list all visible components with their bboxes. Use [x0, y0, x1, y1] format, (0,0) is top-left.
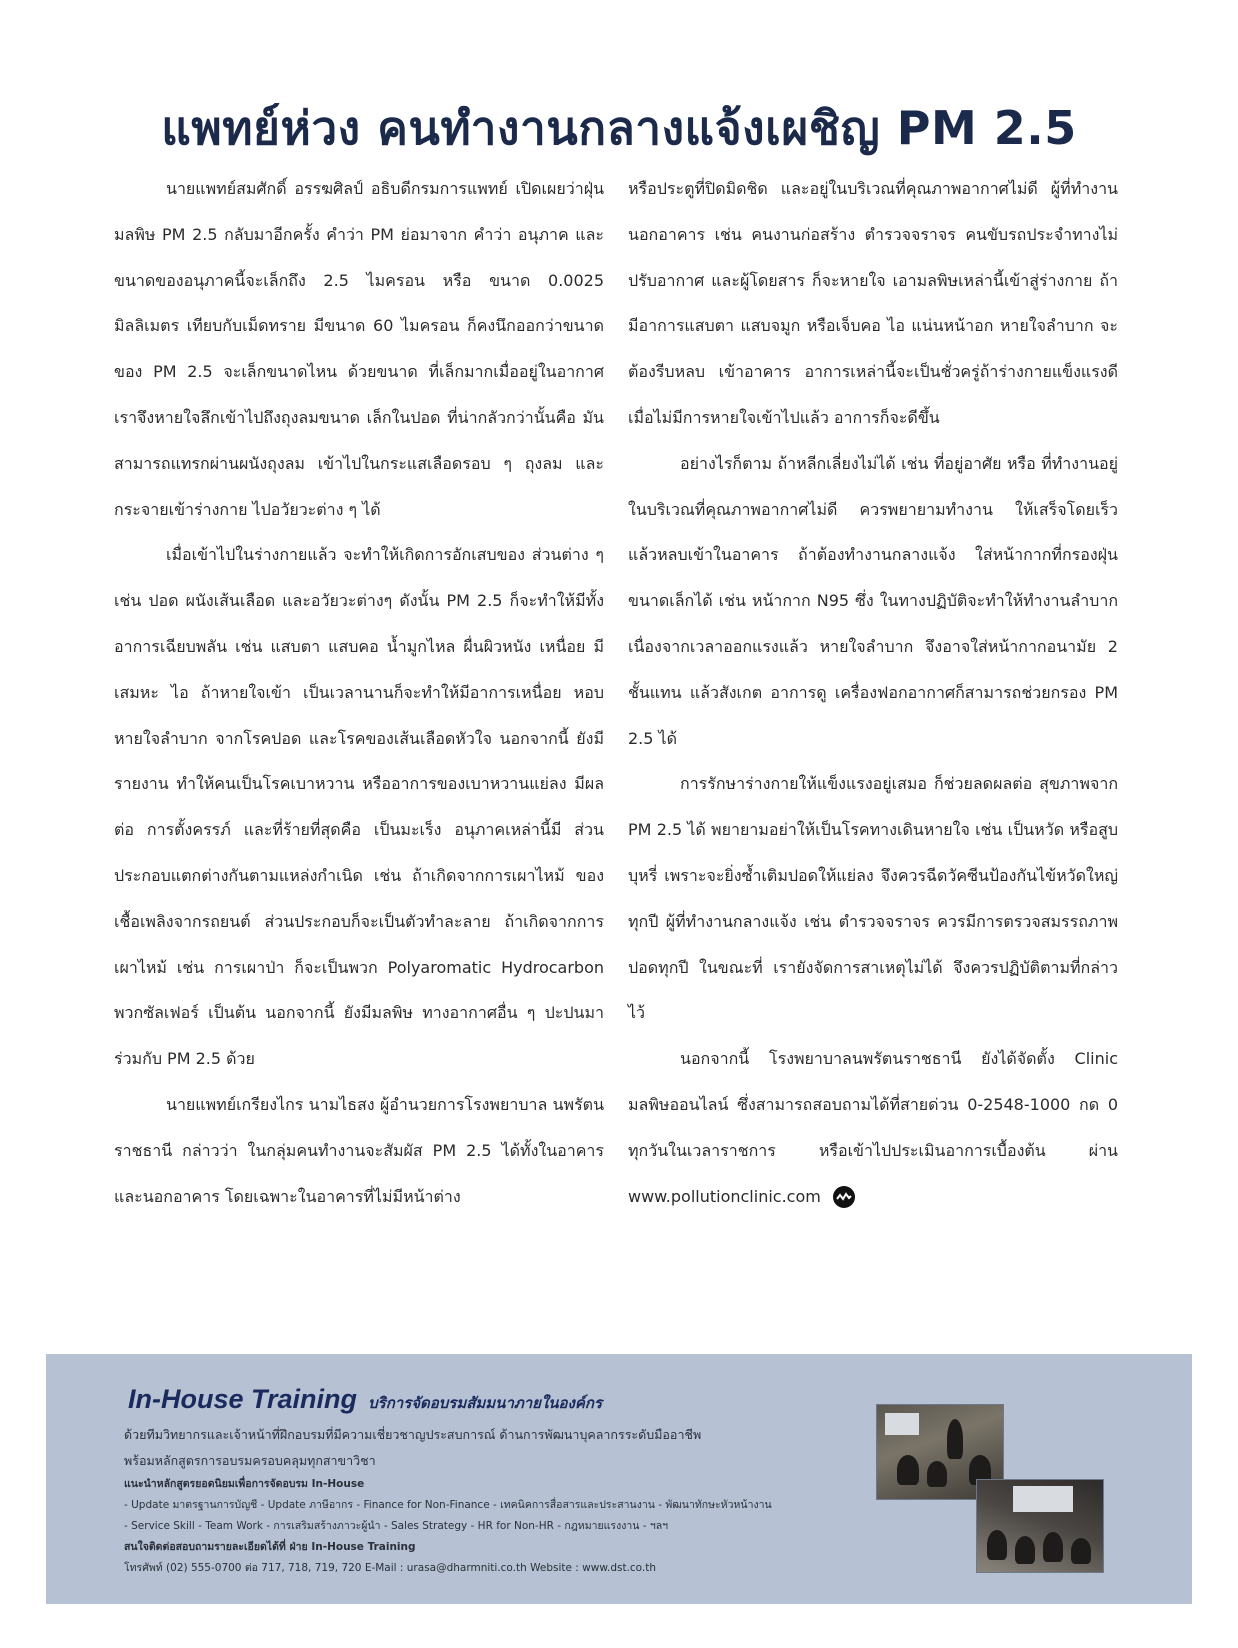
article-paragraph-last	[628, 1036, 1118, 1219]
ad-contact-line: โทรศัพท์ (02) 555-0700 ต่อ 717, 718, 719, 720 E-Mail : urasa@dharmniti.co.th Website : www.dst.co.th	[124, 1562, 657, 1574]
article-paragraph: นายแพทย์สมศักดิ์ อรรฆศิลป์ อธิบดีกรมการแพทย์ เปิดเผยว่าฝุ่นมลพิษ PM 2.5 กลับมาอีกครั้ง คำว่า PM ย่อมาจาก คำว่า อนุภาค และขนาดของอนุภาคนี้จะเล็กถึง 2.5 ไมครอน หรือ ขนาด 0.0025 มิลลิเมตร เทียบกับเม็ดทราย มีขนาด 60 ไมครอน ก็คงนึกออกว่าขนาดของ PM 2.5 จะเล็กขนาดไหน ด้วยขนาด ที่เล็กมากเมื่ออยู่ในอากาศ เราจึงหายใจลึกเข้าไปถึงถุงลมขนาด เล็กในปอด ที่น่ากลัวกว่านั้นคือ มันสามารถแทรกผ่านผนังถุงลม เข้าไปในกระแสเลือดรอบ ๆ ถุงลม และกระจายเข้าร่างกาย ไปอวัยวะต่าง ๆ ได้	[114, 179, 604, 519]
ad-text-block	[124, 1422, 884, 1579]
in-house-training-ad	[46, 1354, 1192, 1604]
ad-description-2: พร้อมหลักสูตรการอบรมครอบคลุมทุกสาขาวิชา	[124, 1453, 376, 1468]
article-paragraph: อย่างไรก็ตาม ถ้าหลีกเลี่ยงไม่ได้ เช่น ที่อยู่อาศัย หรือ ที่ทำงานอยู่ในบริเวณที่คุณภาพอากาศไม่ดี ควรพยายามทำงาน ให้เสร็จโดยเร็ว แล้วหลบเข้าในอาคาร ถ้าต้องทำงานกลางแจ้ง ใส่หน้ากากที่กรองฝุ่นขนาดเล็กได้ เช่น หน้ากาก N95 ซึ่ง ในทางปฏิบัติจะทำให้ทำงานลำบาก เนื่องจากเวลาออกแรงแล้ว หายใจลำบาก จึงอาจใส่หน้ากากอนามัย 2 ชั้นแทน แล้วสังเกต อาการดู เครื่องฟอกอากาศก็สามารถช่วยกรอง PM 2.5 ได้	[628, 453, 1118, 748]
article-headline: แพทย์ห่วง คนทำงานกลางแจ้งเผชิญ PM 2.5	[161, 100, 1077, 155]
ad-title-row	[128, 1384, 602, 1415]
article-paragraph-text: นอกจากนี้ โรงพยาบาลนพรัตนราชธานี ยังได้จัดตั้ง Clinic มลพิษออนไลน์ ซึ่งสามารถสอบถามได้ที่สายด่วน 0-2548-1000 กด 0 ทุกวันในเวลาราชการ หรือเข้าไปประเมินอาการเบื้องต้น ผ่าน www.pollutionclinic.com	[628, 1049, 1118, 1206]
ad-contact-heading: สนใจติดต่อสอบถามรายละเอียดได้ที่ ฝ่าย In-House Training	[124, 1541, 416, 1553]
ad-title: In-House Training	[128, 1384, 358, 1414]
ad-courses-line-2: - Service Skill - Team Work - การเสริมสร้างภาวะผู้นำ - Sales Strategy - HR for Non-HR - กฎหมายแรงงาน - ฯลฯ	[124, 1520, 669, 1532]
article-column-left	[114, 166, 604, 1219]
article-paragraph: นายแพทย์เกรียงไกร นามไธสง ผู้อำนวยการโรงพยาบาล นพรัตนราชธานี กล่าวว่า ในกลุ่มคนทำงานจะสัมผัส PM 2.5 ได้ทั้งในอาคารและนอกอาคาร โดยเฉพาะในอาคารที่ไม่มีหน้าต่าง	[114, 1094, 604, 1206]
article-paragraph: เมื่อเข้าไปในร่างกายแล้ว จะทำให้เกิดการอักเสบของ ส่วนต่าง ๆ เช่น ปอด ผนังเส้นเลือด และอวัยวะต่างๆ ดังนั้น PM 2.5 ก็จะทำให้มีทั้งอาการเฉียบพลัน เช่น แสบตา แสบคอ น้ำมูกไหล ผื่นผิวหนัง เหนื่อย มีเสมหะ ไอ ถ้าหายใจเข้า เป็นเวลานานก็จะทำให้มีอาการเหนื่อย หอบ หายใจลำบาก จากโรคปอด และโรคของเส้นเลือดหัวใจ นอกจากนี้ ยังมีรายงาน ทำให้คนเป็นโรคเบาหวาน หรืออาการของเบาหวานแย่ลง มีผลต่อ การตั้งครรภ์ และที่ร้ายที่สุดคือ เป็นมะเร็ง อนุภาคเหล่านี้มี ส่วนประกอบแตกต่างกันตามแหล่งกำเนิด เช่น ถ้าเกิดจากการเผาไหม้ ของเชื้อเพลิงจากรถยนต์ ส่วนประกอบก็จะเป็นตัวทำละลาย ถ้าเกิดจากการเผาไหม้ เช่น การเผาป่า ก็จะเป็นพวก Polyaromatic Hydrocarbon พวกซัลเฟอร์ เป็นต้น นอกจากนี้ ยังมีมลพิษ ทางอากาศอื่น ๆ ปะปนมาร่วมกับ PM 2.5 ด้วย	[114, 545, 604, 1069]
end-mark-icon	[833, 1186, 855, 1208]
article-paragraph: หรือประตูที่ปิดมิดชิด และอยู่ในบริเวณที่คุณภาพอากาศไม่ดี ผู้ที่ทำงานนอกอาคาร เช่น คนงานก่อสร้าง ตำรวจจราจร คนขับรถประจำทางไม่ปรับอากาศ และผู้โดยสาร ก็จะหายใจ เอามลพิษเหล่านี้เข้าสู่ร่างกาย ถ้ามีอาการแสบตา แสบจมูก หรือเจ็บคอ ไอ แน่นหน้าอก หายใจลำบาก จะต้องรีบหลบ เข้าอาคาร อาการเหล่านี้จะเป็นชั่วครู่ถ้าร่างกายแข็งแรงดี เมื่อไม่มีการหายใจเข้าไปแล้ว อาการก็จะดีขึ้น	[628, 179, 1118, 427]
ad-description-1: ด้วยทีมวิทยากรและเจ้าหน้าที่ฝึกอบรมที่มีความเชี่ยวชาญประสบการณ์ ด้านการพัฒนาบุคลากรระดับมืออาชีพ	[124, 1427, 702, 1442]
ad-subtitle: บริการจัดอบรมสัมมนาภายในองค์กร	[368, 1394, 603, 1412]
article-column-right	[628, 166, 1118, 1219]
ad-courses-heading: แนะนำหลักสูตรยอดนิยมเพื่อการจัดอบรม In-House	[124, 1478, 365, 1490]
article-paragraph: การรักษาร่างกายให้แข็งแรงอยู่เสมอ ก็ช่วยลดผลต่อ สุขภาพจาก PM 2.5 ได้ พยายามอย่าให้เป็นโรคทางเดินหายใจ เช่น เป็นหวัด หรือสูบบุหรี่ เพราะจะยิ่งซ้ำเติมปอดให้แย่ลง จึงควรฉีดวัคซีนป้องกันไข้หวัดใหญ่ทุกปี ผู้ที่ทำงานกลางแจ้ง เช่น ตำรวจจราจร ควรมีการตรวจสมรรถภาพปอดทุกปี ในขณะที่ เรายังจัดการสาเหตุไม่ได้ จึงควรปฏิบัติตามที่กล่าวไว้	[628, 774, 1118, 1023]
article-body	[114, 166, 1118, 1219]
ad-courses-line-1: - Update มาตรฐานการบัญชี - Update ภาษีอากร - Finance for Non-Finance - เทคนิคการสื่อสารและประสานงาน - พัฒนาทักษะหัวหน้างาน	[124, 1499, 772, 1511]
training-photo-2	[976, 1479, 1104, 1573]
